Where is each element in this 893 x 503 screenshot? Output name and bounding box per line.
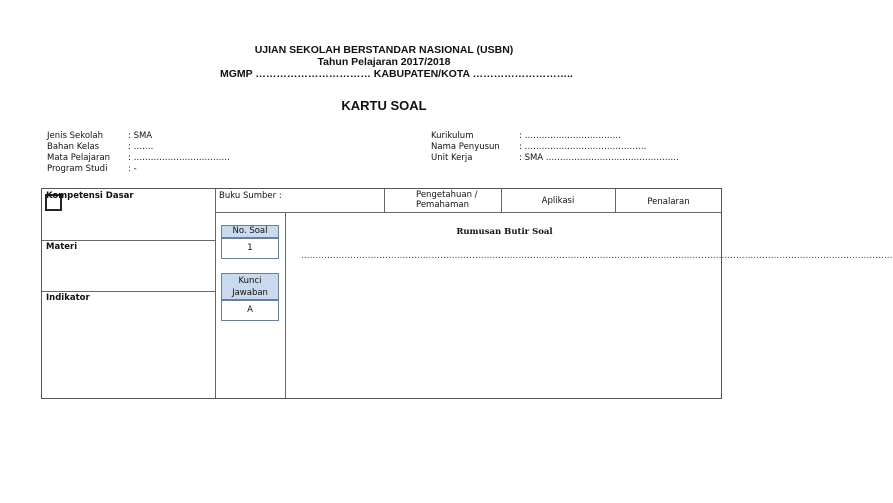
kunci-jawaban-label: Kunci Jawaban [221, 273, 279, 300]
exam-header [0, 44, 768, 68]
divider [215, 189, 216, 398]
buku-sumber-label: Buku Sumber : [219, 191, 282, 201]
info-row [47, 164, 230, 175]
page-title: KARTU SOAL [341, 98, 427, 113]
divider [42, 240, 215, 241]
info-value: : SMA ……………………………………….. [519, 153, 679, 163]
divider [285, 212, 286, 398]
info-row [47, 153, 230, 164]
rumusan-butir-soal-heading: Rumusan Butir Soal [456, 227, 553, 237]
info-label: Kurikulum [431, 131, 474, 141]
divider [384, 189, 385, 212]
no-soal-label: No. Soal [221, 225, 279, 238]
header-line-1: UJIAN SEKOLAH BERSTANDAR NASIONAL (USBN) [254, 44, 514, 56]
pengetahuan-label: Pengetahuan / Pemahaman [416, 190, 478, 210]
info-label: Nama Penyusun [431, 142, 500, 152]
header-line-2: Tahun Pelajaran 2017/2018 [317, 56, 451, 68]
info-label: Unit Kerja [431, 153, 473, 163]
info-value: : ……………………………………. [519, 142, 647, 152]
info-row [431, 131, 679, 142]
divider [42, 291, 215, 292]
penalaran-label: Penalaran [647, 197, 690, 207]
info-value: : ……. [128, 142, 154, 152]
info-value: : ……………………………. [128, 153, 230, 163]
kunci-jawaban-value: A [221, 300, 279, 321]
header-line-3: MGMP …………………………… KABUPATEN/KOTA ……………………….. [220, 68, 573, 80]
materi-label: Materi [46, 242, 78, 252]
info-label: Jenis Sekolah [47, 131, 104, 141]
aplikasi-label: Aplikasi [541, 196, 575, 206]
info-value: : SMA [128, 131, 153, 141]
question-text-placeholder[interactable]: …………………………………………………………………………………………………………………………………………………………………………………… [301, 251, 893, 261]
info-row [431, 142, 679, 153]
info-value: : - [128, 164, 137, 174]
info-right [431, 131, 679, 164]
question-card [41, 188, 893, 399]
info-label: Bahan Kelas [47, 142, 100, 152]
info-label: Mata Pelajaran [47, 153, 111, 163]
divider [215, 212, 721, 213]
info-row [431, 153, 679, 164]
no-soal-value: 1 [221, 238, 279, 259]
indikator-label: Indikator [46, 293, 90, 303]
info-label: Program Studi [47, 164, 108, 174]
info-row [47, 131, 230, 142]
info-row [47, 142, 230, 153]
info-left [47, 131, 230, 175]
kompetensi-dasar-label: Kompetensi Dasar [46, 191, 134, 201]
info-value: : ……………………………. [519, 131, 621, 141]
